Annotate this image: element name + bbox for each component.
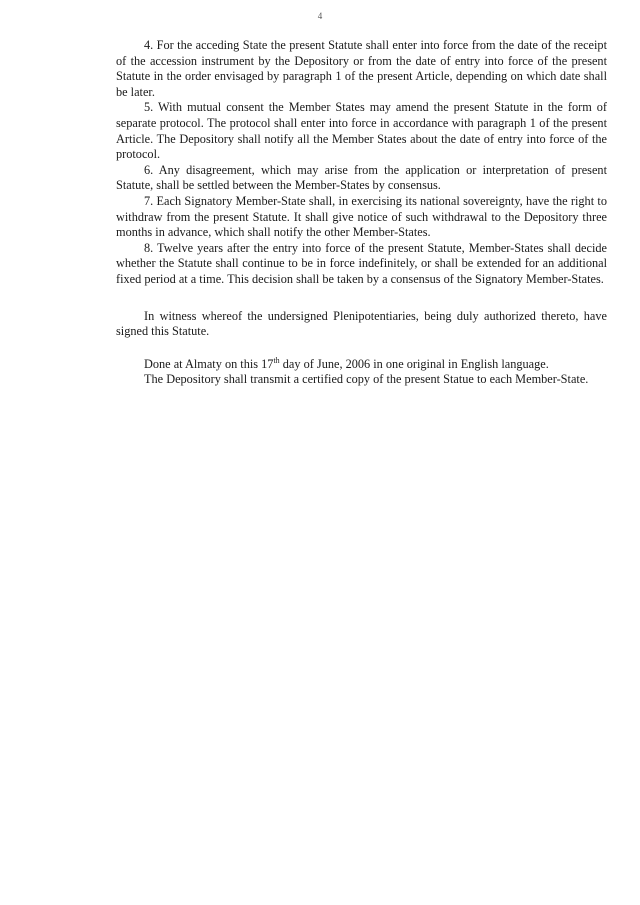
witness-clause: In witness whereof the undersigned Plenipotentiaries, being duly authorized thereto, have signed this Statute. [116,308,607,339]
paragraph-8: 8. Twelve years after the entry into force of the present Statute, Member-States shall decide whether the Statute shall continue to be in force indefinitely, or shall be extended for an additional fixed period at a time. This decision shall be taken by a consensus of the Signatory Member-States. [116,240,607,286]
document-body [116,38,607,388]
done-clause [116,357,607,373]
ordinal-suffix: th [273,355,280,365]
paragraph-5: 5. With mutual consent the Member States may amend the present Statute in the form of separate protocol. The protocol shall enter into force in accordance with paragraph 1 of the present Article. The Depository shall notify all the Member States about the date of entry into force of the protocol. [116,100,607,162]
paragraph-7: 7. Each Signatory Member-State shall, in exercising its national sovereignty, have the right to withdraw from the present Statute. It shall give notice of such withdrawal to the Depository three months in advance, which shall notify the other Member-States. [116,193,607,240]
done-clause-start: Done at Almaty on this 17 [144,356,274,371]
done-clause-end: day of June, 2006 in one original in English language. [279,356,549,371]
transmit-clause: The Depository shall transmit a certified copy of the present Statue to each Member-State. [144,372,589,387]
page-number: 4 [317,11,323,21]
paragraph-6: 6. Any disagreement, which may arise from the application or interpretation of present Statute, shall be settled between the Member-States by consensus. [116,162,607,193]
paragraph-4: 4. For the acceding State the present Statute shall enter into force from the date of the receipt of the accession instrument by the Depository or from the date of entry into force of the present Statute in the order envisaged by paragraph 1 of the present Article, depending on which date shall be later. [116,38,607,99]
